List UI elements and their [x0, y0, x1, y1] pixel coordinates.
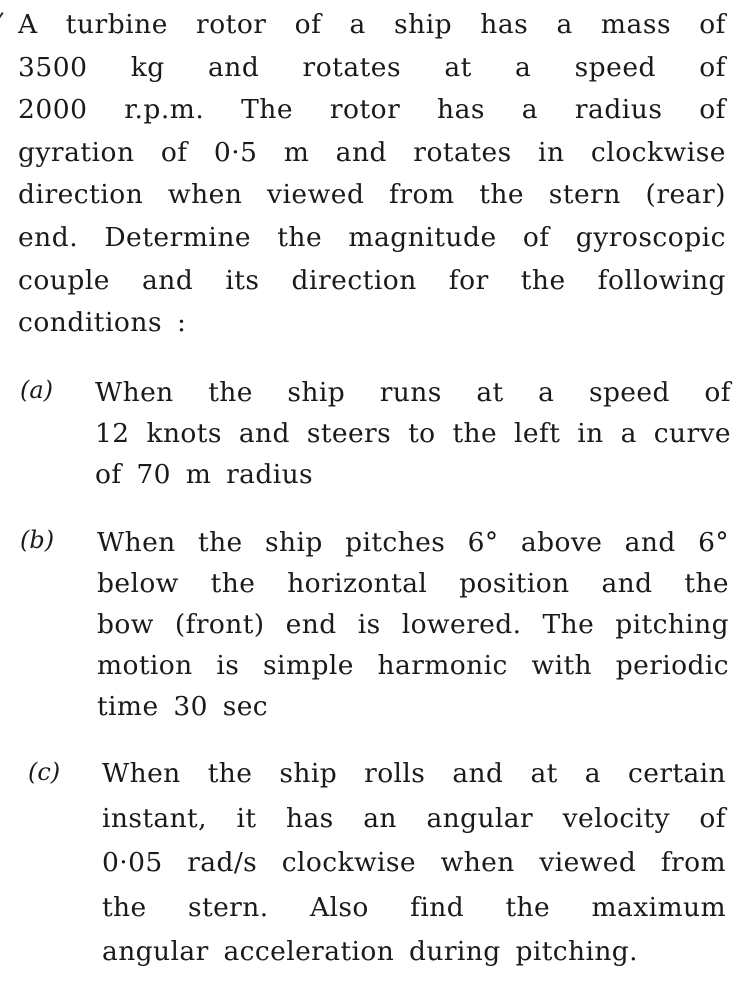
- condition-label: (c): [28, 758, 61, 786]
- condition-line: bow (front) end is lowered. The pitching: [97, 609, 729, 640]
- condition-line: 0·05 rad/s clockwise when viewed from: [102, 847, 726, 878]
- condition-line: motion is simple harmonic with periodic: [97, 650, 729, 681]
- condition-line: below the horizontal position and the: [97, 568, 729, 599]
- statement-line: couple and its direction for the following: [18, 264, 726, 296]
- condition-label: (b): [20, 526, 55, 554]
- condition-line: When the ship rolls and at a certain: [102, 758, 726, 789]
- condition-line: When the ship runs at a speed of: [95, 377, 731, 408]
- condition-text: [102, 752, 726, 975]
- condition-line: of 70 m radius: [95, 459, 314, 490]
- condition-line: instant, it has an angular velocity of: [102, 802, 726, 834]
- problem-statement: [18, 4, 726, 345]
- statement-line: end. Determine the magnitude of gyroscopic: [18, 221, 726, 253]
- condition-line: angular acceleration during pitching.: [102, 936, 638, 967]
- condition-text: [95, 372, 731, 495]
- condition-line: 12 knots and steers to the left in a curve: [95, 418, 731, 449]
- margin-tick-mark: [0, 12, 11, 30]
- statement-line: 2000 r.p.m. The rotor has a radius of: [18, 94, 726, 126]
- statement-line: gyration of 0·5 m and rotates in clockwise: [18, 136, 726, 168]
- statement-line: conditions :: [18, 307, 187, 339]
- condition-text: [97, 522, 729, 727]
- condition-label: (a): [20, 376, 54, 404]
- condition-line: the stern. Also find the maximum: [102, 891, 726, 923]
- statement-line: direction when viewed from the stern (rear): [18, 179, 726, 211]
- statement-line: A turbine rotor of a ship has a mass of: [18, 9, 726, 40]
- condition-line: When the ship pitches 6° above and 6°: [97, 527, 729, 558]
- condition-line: time 30 sec: [97, 691, 269, 722]
- statement-line: 3500 kg and rotates at a speed of: [18, 51, 726, 83]
